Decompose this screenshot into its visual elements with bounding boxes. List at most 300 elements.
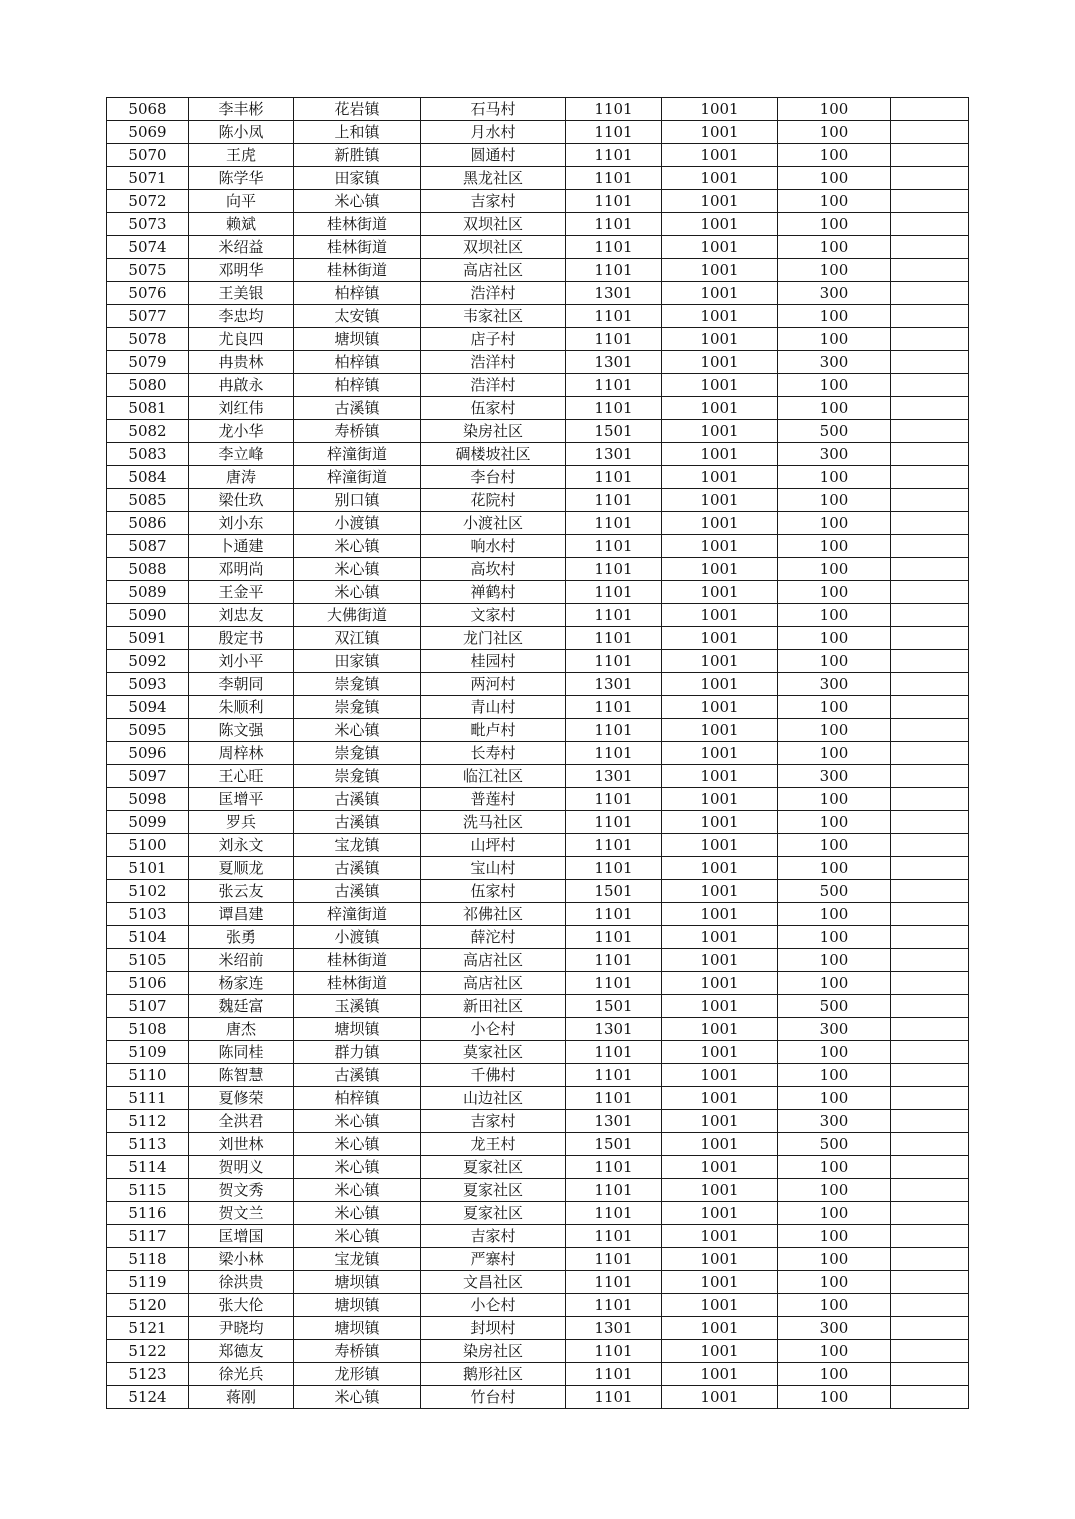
name-cell: 刘红伟	[189, 397, 294, 420]
code-a-cell: 1101	[566, 1363, 662, 1386]
code-a-cell: 1101	[566, 1202, 662, 1225]
table-row	[107, 351, 969, 374]
code-b-cell: 1001	[662, 1294, 778, 1317]
remark-cell	[891, 305, 969, 328]
code-b-cell: 1001	[662, 190, 778, 213]
code-b-cell: 1001	[662, 811, 778, 834]
code-b-cell: 1001	[662, 719, 778, 742]
town-cell: 柏梓镇	[294, 374, 421, 397]
town-cell: 田家镇	[294, 167, 421, 190]
id-cell: 5110	[107, 1064, 189, 1087]
code-b-cell: 1001	[662, 1041, 778, 1064]
table-row	[107, 167, 969, 190]
code-a-cell: 1101	[566, 627, 662, 650]
amount-cell: 100	[778, 857, 891, 880]
code-b-cell: 1001	[662, 1064, 778, 1087]
table-row	[107, 1041, 969, 1064]
id-cell: 5089	[107, 581, 189, 604]
town-cell: 米心镇	[294, 719, 421, 742]
id-cell: 5084	[107, 466, 189, 489]
code-a-cell: 1101	[566, 236, 662, 259]
amount-cell: 100	[778, 305, 891, 328]
name-cell: 李立峰	[189, 443, 294, 466]
name-cell: 贺文兰	[189, 1202, 294, 1225]
name-cell: 王美银	[189, 282, 294, 305]
amount-cell: 100	[778, 1294, 891, 1317]
code-a-cell: 1101	[566, 604, 662, 627]
amount-cell: 100	[778, 604, 891, 627]
table-row	[107, 1087, 969, 1110]
remark-cell	[891, 903, 969, 926]
table-row	[107, 1225, 969, 1248]
code-b-cell: 1001	[662, 673, 778, 696]
table-row	[107, 305, 969, 328]
remark-cell	[891, 1133, 969, 1156]
village-cell: 浩洋村	[421, 374, 566, 397]
table-row	[107, 903, 969, 926]
table-row	[107, 1248, 969, 1271]
table-row	[107, 466, 969, 489]
id-cell: 5105	[107, 949, 189, 972]
remark-cell	[891, 1179, 969, 1202]
remark-cell	[891, 1271, 969, 1294]
town-cell: 塘坝镇	[294, 1271, 421, 1294]
town-cell: 米心镇	[294, 558, 421, 581]
name-cell: 匡增国	[189, 1225, 294, 1248]
id-cell: 5078	[107, 328, 189, 351]
amount-cell: 300	[778, 1018, 891, 1041]
town-cell: 寿桥镇	[294, 420, 421, 443]
remark-cell	[891, 489, 969, 512]
code-a-cell: 1101	[566, 328, 662, 351]
village-cell: 店子村	[421, 328, 566, 351]
town-cell: 小渡镇	[294, 926, 421, 949]
town-cell: 小渡镇	[294, 512, 421, 535]
id-cell: 5069	[107, 121, 189, 144]
town-cell: 米心镇	[294, 535, 421, 558]
code-a-cell: 1501	[566, 420, 662, 443]
table-row	[107, 1156, 969, 1179]
code-a-cell: 1101	[566, 535, 662, 558]
name-cell: 贺文秀	[189, 1179, 294, 1202]
remark-cell	[891, 949, 969, 972]
name-cell: 王心旺	[189, 765, 294, 788]
code-a-cell: 1101	[566, 512, 662, 535]
town-cell: 田家镇	[294, 650, 421, 673]
remark-cell	[891, 834, 969, 857]
town-cell: 米心镇	[294, 581, 421, 604]
code-b-cell: 1001	[662, 1156, 778, 1179]
amount-cell: 100	[778, 167, 891, 190]
table-row	[107, 489, 969, 512]
table-row	[107, 443, 969, 466]
town-cell: 古溪镇	[294, 811, 421, 834]
id-cell: 5115	[107, 1179, 189, 1202]
town-cell: 古溪镇	[294, 880, 421, 903]
amount-cell: 100	[778, 1041, 891, 1064]
code-b-cell: 1001	[662, 788, 778, 811]
code-a-cell: 1301	[566, 1018, 662, 1041]
remark-cell	[891, 397, 969, 420]
code-a-cell: 1101	[566, 1340, 662, 1363]
table-row	[107, 1179, 969, 1202]
amount-cell: 100	[778, 719, 891, 742]
id-cell: 5092	[107, 650, 189, 673]
village-cell: 文昌社区	[421, 1271, 566, 1294]
code-b-cell: 1001	[662, 696, 778, 719]
code-b-cell: 1001	[662, 857, 778, 880]
id-cell: 5118	[107, 1248, 189, 1271]
code-b-cell: 1001	[662, 535, 778, 558]
town-cell: 桂林街道	[294, 972, 421, 995]
town-cell: 米心镇	[294, 1386, 421, 1409]
amount-cell: 100	[778, 466, 891, 489]
amount-cell: 100	[778, 834, 891, 857]
table-row	[107, 236, 969, 259]
town-cell: 寿桥镇	[294, 1340, 421, 1363]
name-cell: 邓明尚	[189, 558, 294, 581]
table-row	[107, 558, 969, 581]
town-cell: 塘坝镇	[294, 1294, 421, 1317]
table-row	[107, 972, 969, 995]
remark-cell	[891, 857, 969, 880]
village-cell: 吉家村	[421, 190, 566, 213]
amount-cell: 100	[778, 1202, 891, 1225]
name-cell: 冉啟永	[189, 374, 294, 397]
id-cell: 5071	[107, 167, 189, 190]
town-cell: 米心镇	[294, 1133, 421, 1156]
remark-cell	[891, 328, 969, 351]
village-cell: 竹台村	[421, 1386, 566, 1409]
remark-cell	[891, 1248, 969, 1271]
id-cell: 5087	[107, 535, 189, 558]
village-cell: 龙门社区	[421, 627, 566, 650]
id-cell: 5075	[107, 259, 189, 282]
code-b-cell: 1001	[662, 1248, 778, 1271]
remark-cell	[891, 1386, 969, 1409]
id-cell: 5108	[107, 1018, 189, 1041]
table-row	[107, 949, 969, 972]
amount-cell: 300	[778, 443, 891, 466]
amount-cell: 100	[778, 236, 891, 259]
code-a-cell: 1101	[566, 397, 662, 420]
code-b-cell: 1001	[662, 742, 778, 765]
code-b-cell: 1001	[662, 466, 778, 489]
code-b-cell: 1001	[662, 1087, 778, 1110]
code-a-cell: 1101	[566, 98, 662, 121]
code-a-cell: 1101	[566, 144, 662, 167]
town-cell: 宝龙镇	[294, 1248, 421, 1271]
name-cell: 刘小平	[189, 650, 294, 673]
amount-cell: 100	[778, 581, 891, 604]
id-cell: 5120	[107, 1294, 189, 1317]
town-cell: 塘坝镇	[294, 1018, 421, 1041]
amount-cell: 100	[778, 1087, 891, 1110]
amount-cell: 100	[778, 926, 891, 949]
table-row	[107, 673, 969, 696]
remark-cell	[891, 926, 969, 949]
village-cell: 临江社区	[421, 765, 566, 788]
code-b-cell: 1001	[662, 1179, 778, 1202]
code-b-cell: 1001	[662, 765, 778, 788]
remark-cell	[891, 1340, 969, 1363]
town-cell: 桂林街道	[294, 213, 421, 236]
town-cell: 大佛街道	[294, 604, 421, 627]
name-cell: 郑德友	[189, 1340, 294, 1363]
name-cell: 谭昌建	[189, 903, 294, 926]
remark-cell	[891, 282, 969, 305]
code-b-cell: 1001	[662, 1018, 778, 1041]
name-cell: 龙小华	[189, 420, 294, 443]
amount-cell: 100	[778, 328, 891, 351]
id-cell: 5088	[107, 558, 189, 581]
code-a-cell: 1301	[566, 282, 662, 305]
name-cell: 陈智慧	[189, 1064, 294, 1087]
name-cell: 夏顺龙	[189, 857, 294, 880]
name-cell: 刘世林	[189, 1133, 294, 1156]
remark-cell	[891, 259, 969, 282]
village-cell: 薛沱村	[421, 926, 566, 949]
table-row	[107, 742, 969, 765]
id-cell: 5124	[107, 1386, 189, 1409]
name-cell: 梁仕玖	[189, 489, 294, 512]
town-cell: 宝龙镇	[294, 834, 421, 857]
remark-cell	[891, 1294, 969, 1317]
name-cell: 全洪君	[189, 1110, 294, 1133]
code-b-cell: 1001	[662, 397, 778, 420]
village-cell: 山边社区	[421, 1087, 566, 1110]
village-cell: 浩洋村	[421, 282, 566, 305]
town-cell: 双江镇	[294, 627, 421, 650]
town-cell: 龙形镇	[294, 1363, 421, 1386]
village-cell: 高店社区	[421, 972, 566, 995]
code-b-cell: 1001	[662, 121, 778, 144]
remark-cell	[891, 535, 969, 558]
code-a-cell: 1101	[566, 167, 662, 190]
id-cell: 5095	[107, 719, 189, 742]
village-cell: 桂园村	[421, 650, 566, 673]
town-cell: 柏梓镇	[294, 1087, 421, 1110]
remark-cell	[891, 627, 969, 650]
table-row	[107, 1018, 969, 1041]
id-cell: 5072	[107, 190, 189, 213]
name-cell: 周梓林	[189, 742, 294, 765]
table-row	[107, 1294, 969, 1317]
table-row	[107, 1386, 969, 1409]
code-a-cell: 1101	[566, 903, 662, 926]
code-a-cell: 1101	[566, 489, 662, 512]
id-cell: 5068	[107, 98, 189, 121]
code-a-cell: 1301	[566, 351, 662, 374]
code-a-cell: 1101	[566, 213, 662, 236]
remark-cell	[891, 1064, 969, 1087]
table-row	[107, 788, 969, 811]
remark-cell	[891, 98, 969, 121]
id-cell: 5122	[107, 1340, 189, 1363]
table-row	[107, 1340, 969, 1363]
remark-cell	[891, 1018, 969, 1041]
remark-cell	[891, 972, 969, 995]
amount-cell: 100	[778, 489, 891, 512]
code-b-cell: 1001	[662, 1386, 778, 1409]
amount-cell: 100	[778, 742, 891, 765]
table-row	[107, 1271, 969, 1294]
remark-cell	[891, 880, 969, 903]
table-row	[107, 512, 969, 535]
amount-cell: 100	[778, 259, 891, 282]
id-cell: 5119	[107, 1271, 189, 1294]
name-cell: 李朝同	[189, 673, 294, 696]
code-a-cell: 1301	[566, 765, 662, 788]
village-cell: 响水村	[421, 535, 566, 558]
code-a-cell: 1101	[566, 1225, 662, 1248]
name-cell: 徐洪贵	[189, 1271, 294, 1294]
code-b-cell: 1001	[662, 949, 778, 972]
name-cell: 朱顺利	[189, 696, 294, 719]
code-a-cell: 1301	[566, 1317, 662, 1340]
code-b-cell: 1001	[662, 98, 778, 121]
town-cell: 桂林街道	[294, 236, 421, 259]
remark-cell	[891, 1041, 969, 1064]
amount-cell: 100	[778, 972, 891, 995]
code-b-cell: 1001	[662, 558, 778, 581]
name-cell: 唐涛	[189, 466, 294, 489]
id-cell: 5099	[107, 811, 189, 834]
name-cell: 蒋刚	[189, 1386, 294, 1409]
id-cell: 5100	[107, 834, 189, 857]
table-row	[107, 213, 969, 236]
remark-cell	[891, 1225, 969, 1248]
table-row	[107, 190, 969, 213]
code-a-cell: 1101	[566, 259, 662, 282]
code-b-cell: 1001	[662, 236, 778, 259]
table-row	[107, 650, 969, 673]
amount-cell: 100	[778, 397, 891, 420]
remark-cell	[891, 512, 969, 535]
remark-cell	[891, 1363, 969, 1386]
remark-cell	[891, 1110, 969, 1133]
remark-cell	[891, 466, 969, 489]
village-cell: 毗卢村	[421, 719, 566, 742]
town-cell: 米心镇	[294, 1156, 421, 1179]
id-cell: 5082	[107, 420, 189, 443]
village-cell: 小仑村	[421, 1018, 566, 1041]
town-cell: 塘坝镇	[294, 328, 421, 351]
code-b-cell: 1001	[662, 489, 778, 512]
town-cell: 新胜镇	[294, 144, 421, 167]
amount-cell: 300	[778, 351, 891, 374]
name-cell: 赖斌	[189, 213, 294, 236]
remark-cell	[891, 374, 969, 397]
village-cell: 染房社区	[421, 1340, 566, 1363]
code-a-cell: 1101	[566, 857, 662, 880]
name-cell: 梁小林	[189, 1248, 294, 1271]
code-a-cell: 1101	[566, 696, 662, 719]
table-row	[107, 98, 969, 121]
amount-cell: 100	[778, 374, 891, 397]
name-cell: 匡增平	[189, 788, 294, 811]
code-b-cell: 1001	[662, 305, 778, 328]
id-cell: 5113	[107, 1133, 189, 1156]
town-cell: 梓潼街道	[294, 466, 421, 489]
code-b-cell: 1001	[662, 1271, 778, 1294]
village-cell: 长寿村	[421, 742, 566, 765]
village-cell: 伍家村	[421, 397, 566, 420]
town-cell: 古溪镇	[294, 1064, 421, 1087]
remark-cell	[891, 190, 969, 213]
remark-cell	[891, 811, 969, 834]
town-cell: 崇龛镇	[294, 696, 421, 719]
table-row	[107, 719, 969, 742]
id-cell: 5077	[107, 305, 189, 328]
code-a-cell: 1101	[566, 788, 662, 811]
town-cell: 桂林街道	[294, 259, 421, 282]
name-cell: 夏修荣	[189, 1087, 294, 1110]
code-a-cell: 1101	[566, 1064, 662, 1087]
village-cell: 月水村	[421, 121, 566, 144]
village-cell: 莫家社区	[421, 1041, 566, 1064]
village-cell: 石马村	[421, 98, 566, 121]
amount-cell: 100	[778, 121, 891, 144]
name-cell: 李忠均	[189, 305, 294, 328]
village-cell: 夏家社区	[421, 1202, 566, 1225]
village-cell: 染房社区	[421, 420, 566, 443]
town-cell: 上和镇	[294, 121, 421, 144]
table-row	[107, 1133, 969, 1156]
amount-cell: 100	[778, 1363, 891, 1386]
id-cell: 5073	[107, 213, 189, 236]
remark-cell	[891, 236, 969, 259]
amount-cell: 100	[778, 696, 891, 719]
town-cell: 崇龛镇	[294, 742, 421, 765]
remark-cell	[891, 213, 969, 236]
amount-cell: 100	[778, 190, 891, 213]
town-cell: 别口镇	[294, 489, 421, 512]
remark-cell	[891, 581, 969, 604]
remark-cell	[891, 443, 969, 466]
town-cell: 桂林街道	[294, 949, 421, 972]
remark-cell	[891, 1156, 969, 1179]
table-row	[107, 627, 969, 650]
code-a-cell: 1301	[566, 443, 662, 466]
code-b-cell: 1001	[662, 604, 778, 627]
code-a-cell: 1101	[566, 1156, 662, 1179]
table-row	[107, 1202, 969, 1225]
name-cell: 张勇	[189, 926, 294, 949]
remark-cell	[891, 673, 969, 696]
amount-cell: 300	[778, 282, 891, 305]
village-cell: 双坝社区	[421, 236, 566, 259]
village-cell: 龙王村	[421, 1133, 566, 1156]
town-cell: 崇龛镇	[294, 765, 421, 788]
village-cell: 普莲村	[421, 788, 566, 811]
code-a-cell: 1101	[566, 719, 662, 742]
id-cell: 5103	[107, 903, 189, 926]
table-row	[107, 811, 969, 834]
remark-cell	[891, 1087, 969, 1110]
name-cell: 杨家连	[189, 972, 294, 995]
code-a-cell: 1501	[566, 880, 662, 903]
village-cell: 圆通村	[421, 144, 566, 167]
town-cell: 米心镇	[294, 1202, 421, 1225]
town-cell: 古溪镇	[294, 397, 421, 420]
amount-cell: 100	[778, 1248, 891, 1271]
amount-cell: 100	[778, 1179, 891, 1202]
code-a-cell: 1101	[566, 1294, 662, 1317]
town-cell: 群力镇	[294, 1041, 421, 1064]
amount-cell: 100	[778, 1225, 891, 1248]
id-cell: 5098	[107, 788, 189, 811]
